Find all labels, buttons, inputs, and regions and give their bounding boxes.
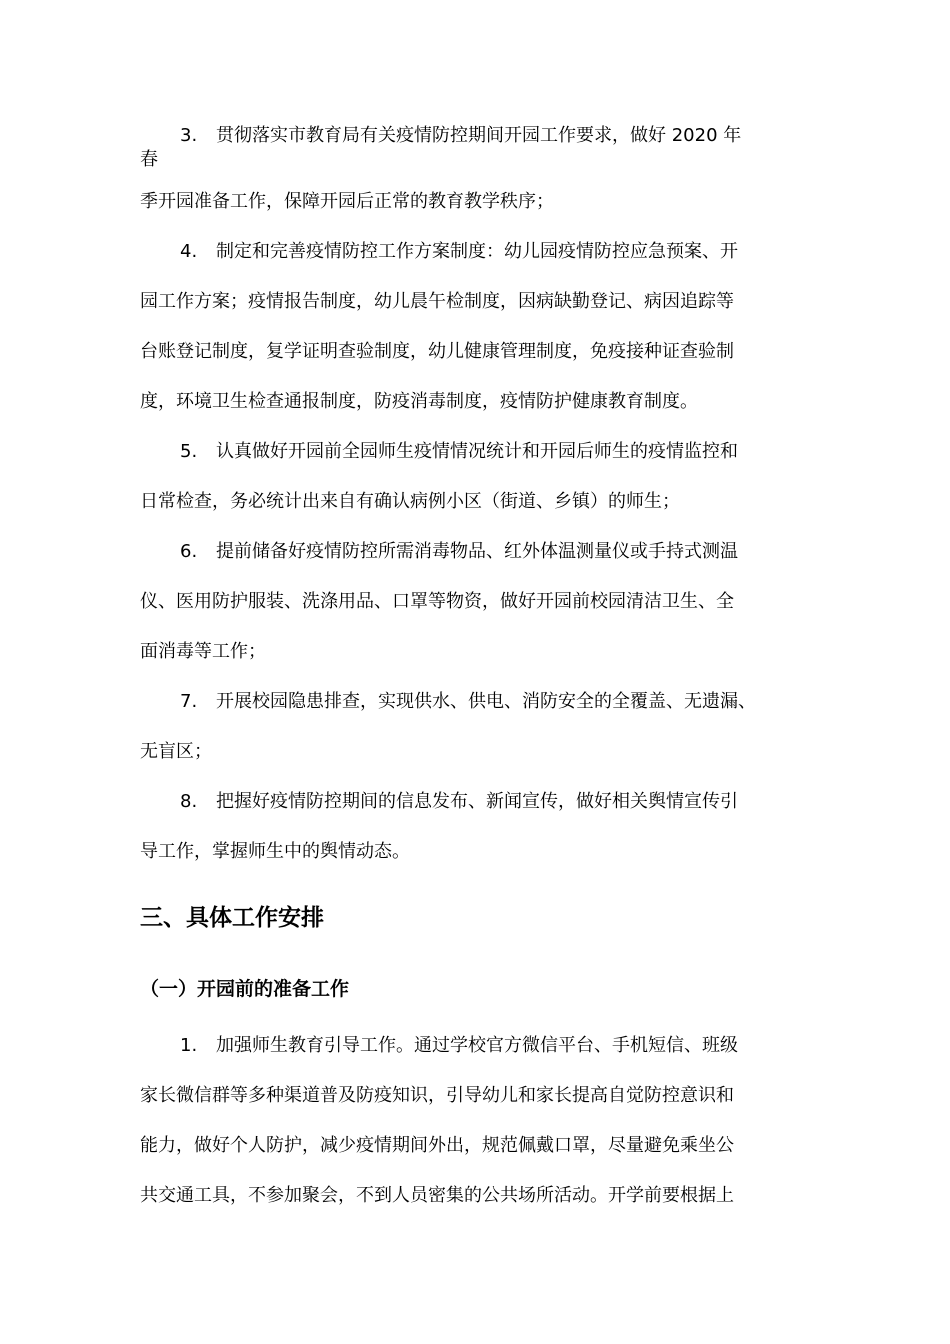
item-3-line-1 bbox=[180, 124, 741, 148]
item-4-line-3: 台账登记制度，复学证明查验制度，幼儿健康管理制度，免疫接种证查验制 bbox=[140, 341, 734, 362]
item-text: 开展校园隐患排查，实现供水、供电、消防安全的全覆盖、无遗漏、 bbox=[216, 691, 756, 712]
item-text: 贯彻落实市教育局有关疫情防控期间开园工作要求，做好 2020 年 bbox=[216, 125, 742, 146]
item-text: 提前储备好疫情防控所需消毒物品、红外体温测量仪或手持式测温 bbox=[216, 541, 738, 562]
item-7-line-2: 无盲区； bbox=[140, 741, 212, 762]
item-number: 6. bbox=[180, 541, 198, 562]
item-5-line-1 bbox=[180, 440, 738, 464]
item-number: 5. bbox=[180, 441, 198, 462]
item-text: 把握好疫情防控期间的信息发布、新闻宣传，做好相关舆情宣传引 bbox=[216, 791, 738, 812]
para-1-line-2: 家长微信群等多种渠道普及防疫知识，引导幼儿和家长提高自觉防控意识和 bbox=[140, 1085, 734, 1106]
item-number: 4. bbox=[180, 241, 198, 262]
item-4-line-1 bbox=[180, 240, 738, 264]
item-text: 认真做好开园前全园师生疫情情况统计和开园后师生的疫情监控和 bbox=[216, 441, 738, 462]
item-8-line-1 bbox=[180, 790, 738, 814]
item-number: 3. bbox=[180, 125, 198, 146]
subsection-heading: （一）开园前的准备工作 bbox=[140, 978, 350, 1000]
section-heading: 三、具体工作安排 bbox=[140, 905, 324, 931]
para-1-line-1 bbox=[180, 1034, 738, 1058]
item-6-line-3: 面消毒等工作； bbox=[140, 641, 266, 662]
item-8-line-2: 导工作，掌握师生中的舆情动态。 bbox=[140, 841, 410, 862]
item-number: 7. bbox=[180, 691, 198, 712]
item-5-line-2: 日常检查，务必统计出来自有确认病例小区（街道、乡镇）的师生； bbox=[140, 491, 680, 512]
item-4-line-4: 度，环境卫生检查通报制度，防疫消毒制度，疫情防护健康教育制度。 bbox=[140, 391, 698, 412]
item-3-line-2: 季开园准备工作，保障开园后正常的教育教学秩序； bbox=[140, 191, 554, 212]
item-text: 加强师生教育引导工作。通过学校官方微信平台、手机短信、班级 bbox=[216, 1035, 738, 1056]
item-6-line-1 bbox=[180, 540, 738, 564]
para-1-line-3: 能力，做好个人防护，减少疫情期间外出，规范佩戴口罩，尽量避免乘坐公 bbox=[140, 1135, 734, 1156]
item-3-line-1-wrap: 春 bbox=[140, 149, 158, 170]
item-text: 制定和完善疫情防控工作方案制度：幼儿园疫情防控应急预案、开 bbox=[216, 241, 738, 262]
item-4-line-2: 园工作方案；疫情报告制度，幼儿晨午检制度，因病缺勤登记、病因追踪等 bbox=[140, 291, 734, 312]
item-7-line-1 bbox=[180, 690, 756, 714]
item-number: 1. bbox=[180, 1035, 198, 1056]
item-6-line-2: 仪、医用防护服装、洗涤用品、口罩等物资，做好开园前校园清洁卫生、全 bbox=[140, 591, 734, 612]
item-number: 8. bbox=[180, 791, 198, 812]
para-1-line-4: 共交通工具，不参加聚会，不到人员密集的公共场所活动。开学前要根据上 bbox=[140, 1185, 734, 1206]
